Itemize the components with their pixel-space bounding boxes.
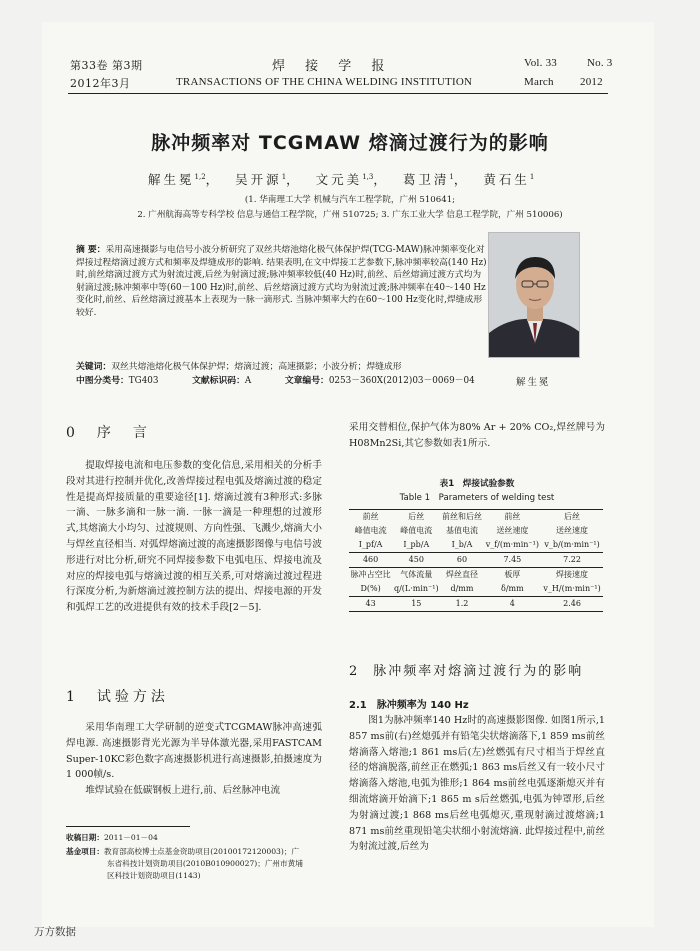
affiliation-line-1: (1. 华南理工大学 机械与汽车工程学院，广州 510641; xyxy=(244,195,456,205)
author-list: 解生冕$^{1,2}$， 吴开源$^1$， 文元美$^{1,3}$， 葛卫清$^1$， 黄石生$^1$ xyxy=(148,172,535,187)
intro-paragraph-block xyxy=(66,458,322,616)
keywords-line xyxy=(76,359,402,372)
journal-title-cn: 焊 接 学 报 xyxy=(272,59,393,74)
author-affiliation-mark: 1 xyxy=(449,172,454,181)
article-number-label: 文章编号： xyxy=(284,376,329,386)
fund-line-1: 教育部高校博士点基金资助项目(20100172120003)；广 xyxy=(103,847,300,856)
portrait-image xyxy=(489,233,580,358)
table-cell: 基值电流 xyxy=(445,526,478,535)
keywords-label: 关键词： xyxy=(76,362,112,372)
table-cell: δ/mm xyxy=(501,584,524,593)
header-rule xyxy=(68,93,608,94)
paper-title: 脉冲频率对 TCGMAW 熔滴过渡行为的影响 xyxy=(151,132,549,154)
table-cell: 7.22 xyxy=(563,555,581,564)
fund-line-3: 区科技计划资助项目(1143) xyxy=(107,871,201,880)
received-label: 收稿日期： xyxy=(66,833,104,842)
table-cell: 4 xyxy=(509,599,515,608)
author-name: 黄石生 xyxy=(483,172,530,187)
clc-label: 中图分类号： xyxy=(76,376,129,386)
table-cell: 峰值电流 xyxy=(354,526,387,535)
table-header-row-3 xyxy=(349,538,603,553)
table-data-row-2 xyxy=(349,597,603,612)
table-cell: 43 xyxy=(365,599,376,608)
volume-cn: 第33卷 第3期 xyxy=(70,59,143,72)
table-cell: 1.2 xyxy=(455,599,469,608)
table-title-en: Table 1 Parameters of welding test xyxy=(399,493,555,503)
footnote-fund xyxy=(66,846,299,858)
method-paragraph-2: 堆焊试验在低碳钢板上进行,前、后丝脉冲电流 xyxy=(85,785,281,797)
keywords-text: 双丝共熔池熔化极气体保护焊；熔滴过渡；高速摄影；小波分析；焊缝成形 xyxy=(111,362,402,372)
subsection-2-1-block xyxy=(349,713,605,855)
author-affiliation-mark: 1 xyxy=(529,172,535,181)
wanfang-watermark: 万方数据 xyxy=(34,926,76,938)
table-header-row-4 xyxy=(349,568,603,583)
table-cell: 450 xyxy=(408,555,424,564)
section-0-number: 0 xyxy=(66,425,79,441)
table-cell: v_H/(m·min⁻¹) xyxy=(543,584,601,593)
abstract-text: 采用高速摄影与电信号小波分析研究了双丝共熔池熔化极气体保护焊(TCG-MAW)脉冲频率变化对焊接过程熔滴过渡方式和频率及焊缝成形的影响. 结果表明,在文中焊接工艺参数下,脉冲频率较高(140 Hz)时,前丝熔滴过渡方式为射流过渡,后丝为射滴过渡;脉冲频率较低(40 Hz)时,前丝、后丝熔滴过渡方式均为射滴过渡;脉冲频率中等(60－100 Hz)时,前丝、后丝熔滴过渡方式均为射流过渡;脉冲频率在40～140 Hz变化时,前丝、后丝熔滴过渡基本上表现为一脉一滴形式. 当脉冲频率大约在60～100 Hz变化时,焊缝成形较好. xyxy=(76,245,487,318)
table-header-row-5 xyxy=(349,582,603,597)
section-1-title: 试验方法 xyxy=(96,689,169,705)
right-intro-block xyxy=(349,420,605,452)
table-cell: 60 xyxy=(456,555,468,564)
received-date: 2011－01－04 xyxy=(103,833,158,842)
section-2-number: 2 xyxy=(349,664,360,679)
author-name: 吴开源 xyxy=(235,172,282,187)
author-photo xyxy=(488,232,580,358)
month-en: March xyxy=(524,76,554,88)
table-cell: 板厚 xyxy=(504,570,521,579)
section-2-heading xyxy=(349,660,583,679)
section-1-heading xyxy=(66,686,169,706)
table-cell: 焊接速度 xyxy=(556,570,589,579)
year-en: 2012 xyxy=(580,76,603,88)
fund-label: 基金项目： xyxy=(66,847,104,856)
affiliation-line-2: 2. 广州航海高等专科学校 信息与通信工程学院，广州 510725; 3. 广东工业大学 信息工程学院，广州 510006) xyxy=(137,210,563,220)
table-cell: d/mm xyxy=(450,584,474,593)
date-cn: 2012年3月 xyxy=(70,77,131,90)
article-number-value: 0253－360X(2012)03－0069－04 xyxy=(328,376,475,386)
table-header-row-1 xyxy=(349,510,603,525)
table-cell: I_b/A xyxy=(451,540,473,549)
subsection-2-1-paragraph: 图1为脉冲频率140 Hz时的高速摄影图像. 如图1所示,1 857 ms前(右)丝熄弧并有铅笔尖状熔滴落下,1 859 ms前丝熔滴落入熔池;1 861 ms后(左)丝燃弧有尺寸相当于焊丝直径的熔滴脱落,前丝正在燃弧;1 863 ms后丝又有一较小尺寸熔滴落入熔池,电弧为锥形;1 864 ms前丝电弧逐渐熄灭并有细流熔滴开始滴下;1 865 m s后丝燃弧,电弧为钟罩形,后丝为射滴过渡;1 868 ms后丝电弧熄灭,重现射滴过渡熔滴;1 871 ms前丝重现铅笔尖状细小射流熔滴. 此焊接过程中,前丝为射流过渡,后丝为 xyxy=(349,715,605,853)
table-cell: 前丝和后丝 xyxy=(441,512,482,521)
author-affiliation-mark: 1 xyxy=(281,172,287,181)
abstract-label: 摘 要： xyxy=(76,245,106,255)
subsection-2-1-title: 2.1 脉冲频率为 140 Hz xyxy=(349,700,469,711)
table-cell: I_pf/A xyxy=(358,540,383,549)
journal-title-en: TRANSACTIONS OF THE CHINA WELDING INSTITUTION xyxy=(176,76,473,88)
table-cell: v_b/(m·min⁻¹) xyxy=(544,540,600,549)
table-cell: q/(L·min⁻¹) xyxy=(393,584,439,593)
issue-en: No. 3 xyxy=(587,57,613,69)
table-data-row-1 xyxy=(349,553,603,568)
table-cell: 15 xyxy=(411,599,422,608)
section-0-heading xyxy=(66,422,151,442)
table-cell: 峰值电流 xyxy=(400,526,433,535)
footnote-received xyxy=(66,832,158,844)
author-name: 解生冕 xyxy=(148,172,195,187)
author-name: 葛卫清 xyxy=(402,172,450,187)
footnote-rule xyxy=(66,826,190,827)
table-header-row-2 xyxy=(349,524,603,538)
right-intro-paragraph: 采用交替相位,保护气体为80% Ar + 20% CO₂,焊丝牌号为H08Mn2Si,其它参数如表1所示. xyxy=(349,422,605,449)
table-cell: 460 xyxy=(362,555,379,564)
table-cell: I_pb/A xyxy=(403,540,430,549)
table-cell: 后丝 xyxy=(564,512,581,521)
author-affiliation-mark: 1,3 xyxy=(362,172,374,181)
table-cell: 焊丝直径 xyxy=(445,570,478,579)
table-cell: 送丝速度 xyxy=(556,526,589,535)
intro-paragraph: 提取焊接电流和电压参数的变化信息,采用相关的分析手段对其进行控制并优化,改善焊接过程电弧及熔滴过渡的稳定性是提高焊接质量的重要途径[1]. 熔滴过渡有3种形式:多脉一滴、一脉多滴和一脉一滴. 一脉一滴是一种理想的过渡形式,其熔滴大小均匀、过渡规则、方向性强、飞溅少,熔滴大小与焊丝直径相当. 对弧焊熔滴过渡的高速摄影图像与电信号波形进行对比分析,研究不同焊接参数下电弧电压、焊接电流及对应的焊接电弧与熔滴过渡的相互关系,可对熔滴过渡过程进行深度分析,为新熔滴过渡控制方法的提出、焊接电源的开发和弧焊工艺的改进提供有效的技术手段[2－5]. xyxy=(66,460,322,614)
classification-line xyxy=(76,373,475,386)
table-cell: 2.46 xyxy=(563,599,581,608)
table-cell: 脉冲占空比 xyxy=(350,570,391,579)
fund-line-2: 东省科技计划资助项目(2010B010900027)；广州市黄埔 xyxy=(107,859,303,868)
method-paragraph-block xyxy=(66,720,322,799)
clc-value: TG403 xyxy=(128,376,159,386)
table-cell: 气体流量 xyxy=(400,570,433,579)
table-cell: 前丝 xyxy=(362,512,379,521)
table-cell: 后丝 xyxy=(408,512,425,521)
doc-code-label: 文献标识码： xyxy=(192,376,245,386)
table-cell: 前丝 xyxy=(504,512,521,521)
table-cell: 7.45 xyxy=(503,555,522,564)
section-1-number: 1 xyxy=(66,689,79,705)
photo-caption: 解生冕 xyxy=(516,377,551,388)
section-0-title: 序 言 xyxy=(96,425,151,441)
parameters-table xyxy=(349,509,603,612)
author-name: 文元美 xyxy=(315,172,363,187)
table-title-cn: 表1 焊接试验参数 xyxy=(439,479,515,489)
table-cell: v_f/(m·min⁻¹) xyxy=(485,540,539,549)
table-cell: 送丝速度 xyxy=(496,526,529,535)
volume-en: Vol. 33 xyxy=(524,57,557,69)
abstract-block xyxy=(76,244,488,320)
doc-code-value: A xyxy=(244,376,252,386)
section-2-title: 脉冲频率对熔滴过渡行为的影响 xyxy=(373,664,584,679)
table-cell: D(%) xyxy=(360,584,381,593)
method-paragraph-1: 采用华南理工大学研制的逆变式TCGMAW脉冲高速弧焊电源. 高速摄影背光光源为半导体激光器,采用FASTCAM Super-10KC彩色数字高速摄影机进行高速摄影,拍摄速度为1 000帧/s. xyxy=(66,722,322,781)
author-affiliation-mark: 1,2 xyxy=(194,172,206,181)
